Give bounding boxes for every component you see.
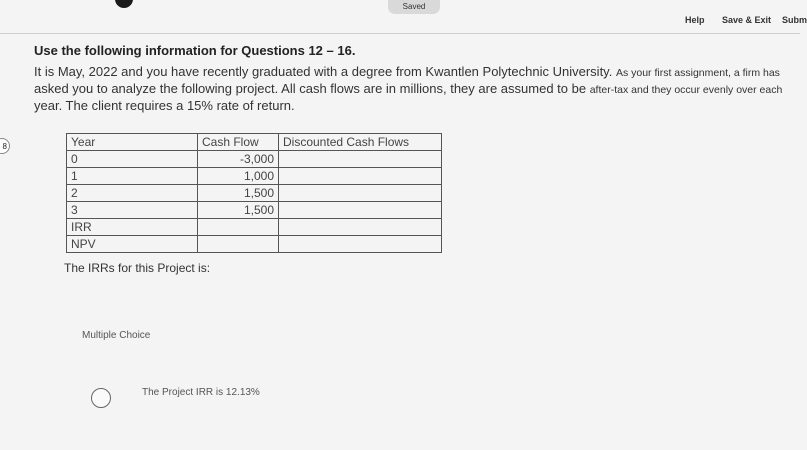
question-text-line-1: It is May, 2022 and you have recently graduated with a degree from Kwantlen Polytechnic University. As your first assignment, a firm has [34,64,780,79]
question-prompt: The IRRs for this Project is: [64,261,211,275]
cell-dcf [279,236,442,253]
help-button[interactable]: Help [685,15,705,25]
table-row [67,219,442,236]
cell-year: 2 [67,185,198,202]
header-year: Year [67,134,198,151]
cell-dcf [279,168,442,185]
cell-dcf [279,219,442,236]
table-row [67,185,442,202]
cell-cash-flow: 1,000 [198,168,279,185]
top-toolbar [660,13,807,29]
cell-dcf [279,185,442,202]
header-discounted-cash-flows: Discounted Cash Flows [279,134,442,151]
top-icon [115,0,133,8]
question-number-marker[interactable]: 8 [0,138,10,154]
multiple-choice-label: Multiple Choice [82,330,151,341]
table-row [67,202,442,219]
toolbar-divider [0,33,800,34]
question-heading: Use the following information for Questions 12 – 16. [34,43,356,58]
submit-button[interactable]: Subm [782,15,807,25]
choice-option-1[interactable]: The Project IRR is 12.13% [142,387,260,398]
cell-label-npv: NPV [67,236,198,253]
choice-radio-1[interactable] [91,388,111,408]
cell-cash-flow [198,236,279,253]
cell-dcf [279,151,442,168]
table-row [67,168,442,185]
save-exit-button[interactable]: Save & Exit [722,15,772,25]
question-text-line-2: asked you to analyze the following project. All cash flows are in millions, they are assumed to be after-tax and they occur evenly over each [34,81,783,96]
table-header-row [67,134,442,151]
cell-cash-flow: 1,500 [198,185,279,202]
question-text-line-3: year. The client requires a 15% rate of return. [34,98,295,113]
table-row [67,236,442,253]
cell-year: 3 [67,202,198,219]
cell-label-irr: IRR [67,219,198,236]
cell-year: 1 [67,168,198,185]
cash-flow-table [66,133,442,253]
cell-cash-flow: 1,500 [198,202,279,219]
cell-cash-flow [198,219,279,236]
cell-cash-flow: -3,000 [198,151,279,168]
table-row [67,151,442,168]
cell-dcf [279,202,442,219]
saved-status-badge: Saved [388,0,440,14]
header-cash-flow: Cash Flow [198,134,279,151]
cell-year: 0 [67,151,198,168]
